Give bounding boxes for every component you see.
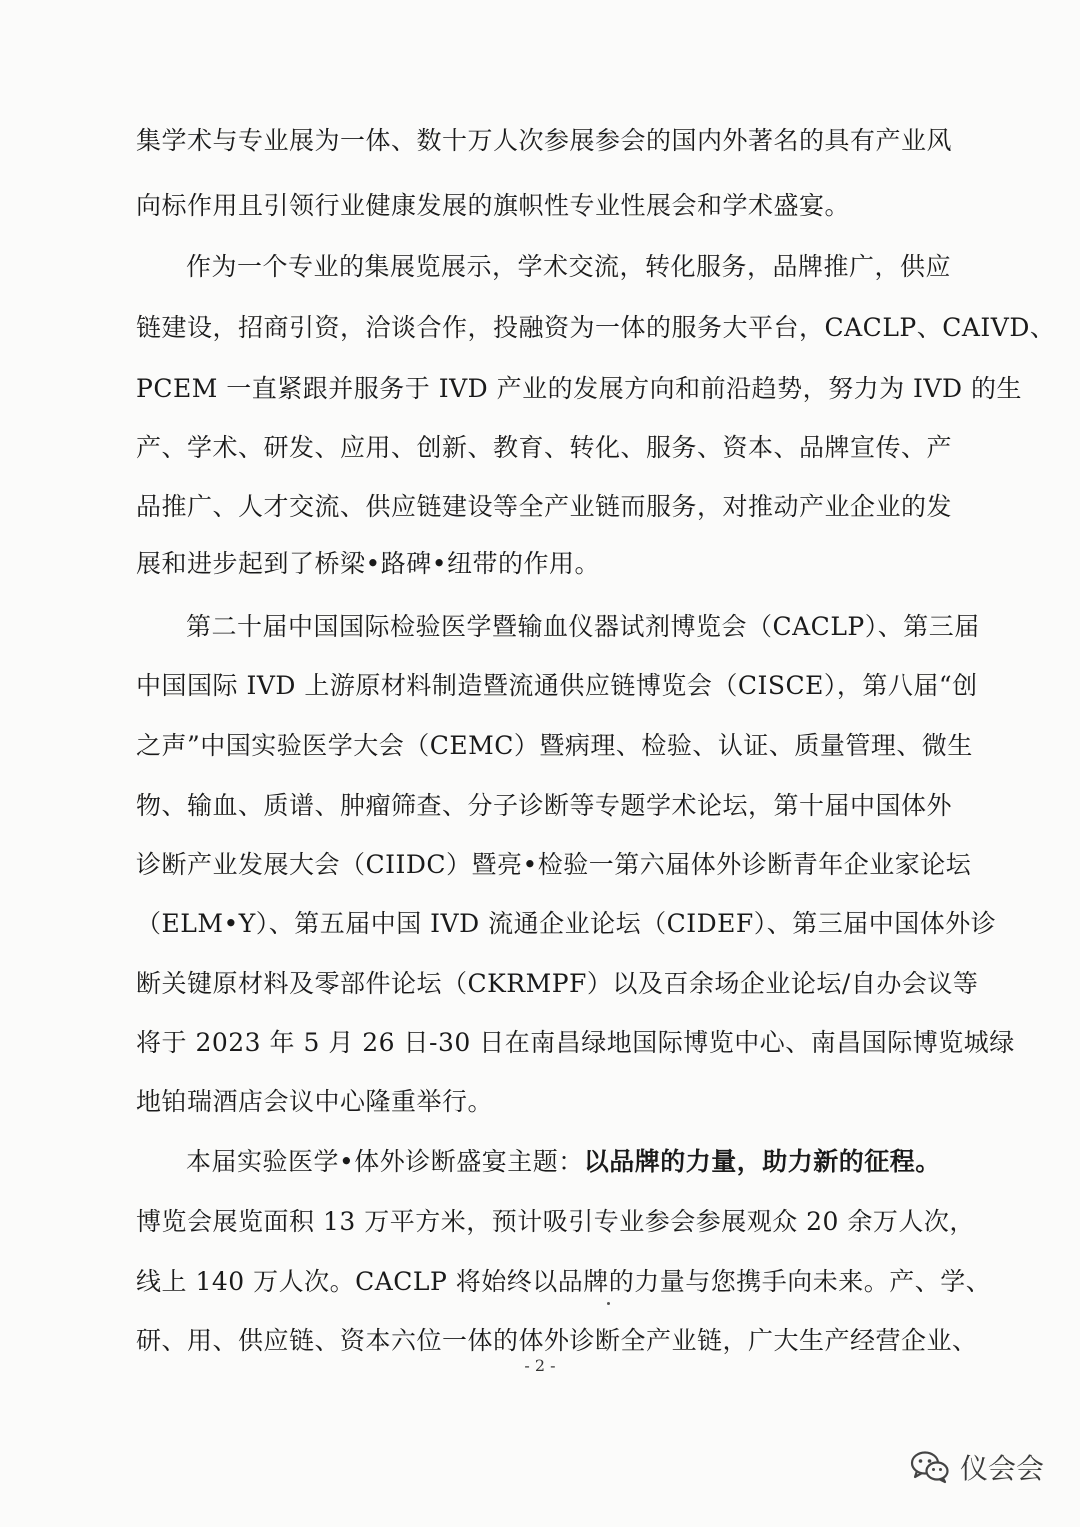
text-line: （ELM•Y）、第五届中国 IVD 流通企业论坛（CIDEF）、第三届中国体外诊 bbox=[136, 909, 997, 938]
text-line: 品推广、人才交流、供应链建设等全产业链而服务，对推动产业企业的发 bbox=[136, 492, 953, 521]
watermark-text: 仪会会 bbox=[959, 1452, 1044, 1485]
paragraph-first-line: 第二十届中国国际检验医学暨输血仪器试剂博览会（CACLP）、第三届 bbox=[186, 612, 980, 641]
page-number: - 2 - bbox=[524, 1356, 556, 1375]
text-line: 研、用、供应链、资本六位一体的体外诊断全产业链，广大生产经营企业、 bbox=[136, 1326, 978, 1355]
scan-speck bbox=[607, 1302, 610, 1305]
text-line: 诊断产业发展大会（CIIDC）暨亮•检验一第六届体外诊断青年企业家论坛 bbox=[136, 850, 972, 879]
text-line: 线上 140 万人次。CACLP 将始终以品牌的力量与您携手向未来。产、学、 bbox=[136, 1267, 992, 1296]
theme-label: 本届实验医学•体外诊断盛宴主题： bbox=[186, 1147, 584, 1176]
text-line: 博览会展览面积 13 万平方米，预计吸引专业参会参展观众 20 余万人次， bbox=[136, 1207, 975, 1236]
text-line: 向标作用且引领行业健康发展的旗帜性专业性展会和学术盛宴。 bbox=[136, 191, 851, 220]
paragraph-first-line: 作为一个专业的集展览展示，学术交流，转化服务，品牌推广，供应 bbox=[186, 252, 952, 281]
wechat-icon bbox=[910, 1450, 950, 1484]
text-line: PCEM 一直紧跟并服务于 IVD 产业的发展方向和前沿趋势，努力为 IVD 的生 bbox=[136, 374, 1022, 403]
theme-slogan: 以品牌的力量，助力新的征程。 bbox=[583, 1147, 941, 1176]
text-line: 地铂瑞酒店会议中心隆重举行。 bbox=[136, 1087, 494, 1116]
text-line: 链建设，招商引资，洽谈合作，投融资为一体的服务大平台，CACLP、CAIVD、 bbox=[136, 313, 1056, 342]
text-line: 物、输血、质谱、肿瘤筛查、分子诊断等专题学术论坛，第十届中国体外 bbox=[136, 791, 953, 820]
paragraph-first-line bbox=[186, 1142, 946, 1182]
text-line: 断关键原材料及零部件论坛（CKRMPF）以及百余场企业论坛/自办会议等 bbox=[136, 969, 979, 998]
watermark bbox=[910, 1447, 1044, 1487]
text-line: 将于 2023 年 5 月 26 日-30 日在南昌绿地国际博览中心、南昌国际博览城绿 bbox=[136, 1028, 1015, 1057]
text-line: 展和进步起到了桥梁•路碑•纽带的作用。 bbox=[136, 549, 600, 578]
text-line: 之声”中国实验医学大会（CEMC）暨病理、检验、认证、质量管理、微生 bbox=[136, 731, 973, 760]
text-line: 集学术与专业展为一体、数十万人次参展参会的国内外著名的具有产业风 bbox=[136, 126, 953, 155]
text-line: 中国国际 IVD 上游原材料制造暨流通供应链博览会（CISCE），第八届“创 bbox=[136, 671, 978, 700]
text-line: 产、学术、研发、应用、创新、教育、转化、服务、资本、品牌宣传、产 bbox=[136, 433, 953, 462]
